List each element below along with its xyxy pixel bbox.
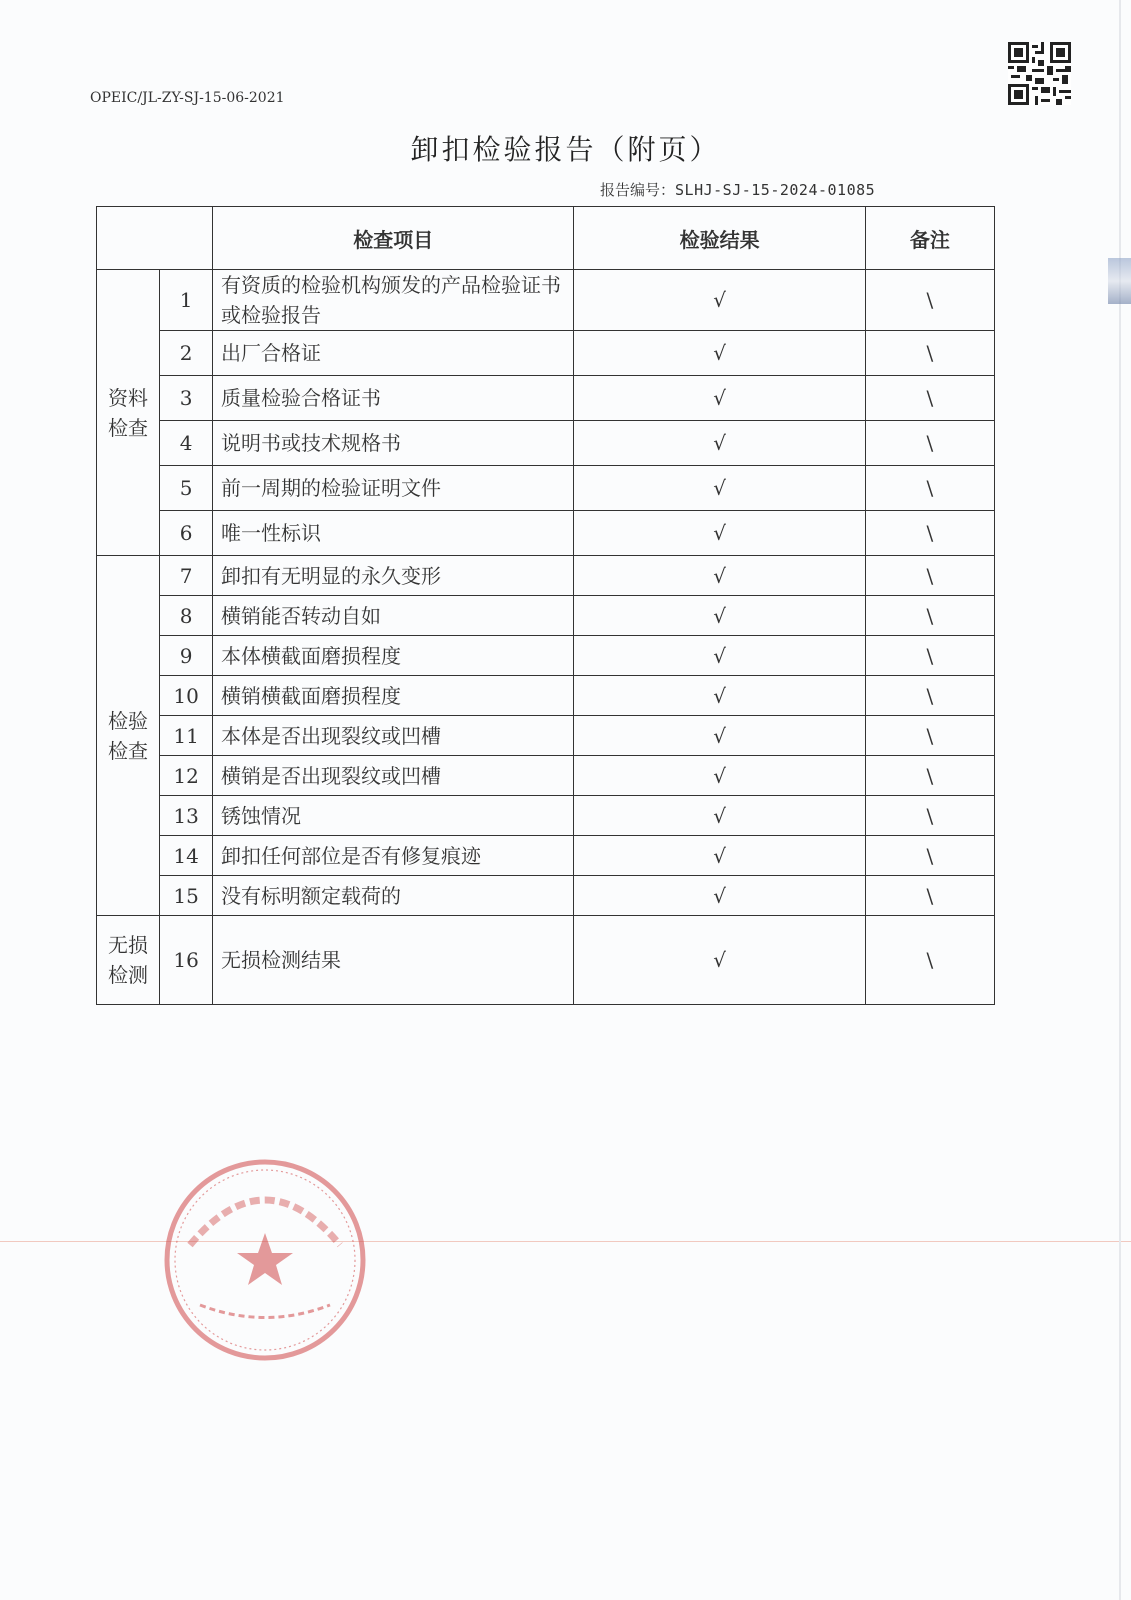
row-item: 质量检验合格证书	[213, 376, 574, 421]
row-result: √	[574, 756, 865, 796]
row-number: 6	[160, 511, 213, 556]
table-row	[97, 876, 995, 916]
row-number: 13	[160, 796, 213, 836]
table-row	[97, 421, 995, 466]
table-row	[97, 716, 995, 756]
table-row	[97, 796, 995, 836]
table-row	[97, 916, 995, 1005]
row-result: √	[574, 676, 865, 716]
row-result: √	[574, 836, 865, 876]
row-result: √	[574, 796, 865, 836]
inspection-table	[96, 206, 995, 1005]
report-number-label: 报告编号：	[600, 181, 676, 199]
row-number: 14	[160, 836, 213, 876]
report-number	[600, 179, 875, 200]
row-result: √	[574, 421, 865, 466]
scan-color-bleed	[1108, 258, 1131, 304]
category-label: 检查	[108, 738, 149, 763]
header-result: 检验结果	[574, 207, 865, 270]
table-row	[97, 511, 995, 556]
qr-code-icon	[1008, 42, 1071, 105]
row-remark: \	[865, 556, 994, 596]
row-number: 8	[160, 596, 213, 636]
category-label: 检测	[108, 963, 149, 987]
row-item: 卸扣任何部位是否有修复痕迹	[213, 836, 574, 876]
table-row	[97, 676, 995, 716]
table-row	[97, 596, 995, 636]
row-number: 5	[160, 466, 213, 511]
header-blank-cell	[97, 207, 213, 270]
table-row	[97, 376, 995, 421]
scan-edge-line	[1119, 0, 1121, 1600]
row-remark: \	[865, 756, 994, 796]
table-row	[97, 756, 995, 796]
row-item: 横销能否转动自如	[213, 596, 574, 636]
report-number-value: SLHJ-SJ-15-2024-01085	[675, 181, 876, 199]
row-remark: \	[865, 836, 994, 876]
row-remark: \	[865, 331, 994, 376]
row-result: √	[574, 716, 865, 756]
page-title: 卸扣检验报告（附页）	[410, 133, 721, 166]
category-cell	[97, 916, 160, 1005]
row-remark: \	[865, 511, 994, 556]
row-item: 没有标明额定载荷的	[213, 876, 574, 916]
table-row	[97, 466, 995, 511]
header-item: 检查项目	[213, 207, 574, 270]
row-number: 10	[160, 676, 213, 716]
row-number: 12	[160, 756, 213, 796]
row-remark: \	[865, 916, 994, 1005]
row-result: √	[574, 270, 865, 331]
row-item: 前一周期的检验证明文件	[213, 466, 574, 511]
row-number: 9	[160, 636, 213, 676]
row-remark: \	[865, 796, 994, 836]
row-remark: \	[865, 270, 994, 331]
row-item: 唯一性标识	[213, 511, 574, 556]
row-item: 无损检测结果	[213, 916, 574, 1005]
table-row	[97, 331, 995, 376]
row-remark: \	[865, 421, 994, 466]
row-number: 2	[160, 331, 213, 376]
row-number: 1	[160, 270, 213, 331]
row-item: 有资质的检验机构颁发的产品检验证书或检验报告	[213, 270, 574, 331]
row-result: √	[574, 511, 865, 556]
row-number: 11	[160, 716, 213, 756]
category-label: 无损	[108, 933, 149, 957]
category-label: 检查	[108, 415, 149, 440]
row-item: 出厂合格证	[213, 331, 574, 376]
row-item: 卸扣有无明显的永久变形	[213, 556, 574, 596]
table-row	[97, 636, 995, 676]
row-result: √	[574, 376, 865, 421]
row-item: 本体横截面磨损程度	[213, 636, 574, 676]
row-number: 3	[160, 376, 213, 421]
category-cell	[97, 270, 160, 556]
table-row	[97, 270, 995, 331]
row-remark: \	[865, 376, 994, 421]
row-number: 4	[160, 421, 213, 466]
row-result: √	[574, 876, 865, 916]
row-item: 说明书或技术规格书	[213, 421, 574, 466]
table-row	[97, 556, 995, 596]
category-label: 检验	[108, 708, 149, 733]
document-code: OPEIC/JL-ZY-SJ-15-06-2021	[90, 90, 285, 106]
row-result: √	[574, 596, 865, 636]
row-number: 16	[160, 916, 213, 1005]
row-number: 15	[160, 876, 213, 916]
row-item: 横销横截面磨损程度	[213, 676, 574, 716]
category-cell	[97, 556, 160, 916]
row-result: √	[574, 916, 865, 1005]
official-seal-icon	[160, 1155, 370, 1365]
row-number: 7	[160, 556, 213, 596]
row-remark: \	[865, 636, 994, 676]
row-result: √	[574, 556, 865, 596]
row-result: √	[574, 331, 865, 376]
row-remark: \	[865, 876, 994, 916]
row-result: √	[574, 466, 865, 511]
row-item: 锈蚀情况	[213, 796, 574, 836]
row-remark: \	[865, 466, 994, 511]
row-item: 横销是否出现裂纹或凹槽	[213, 756, 574, 796]
table-header-row	[97, 207, 995, 270]
row-item: 本体是否出现裂纹或凹槽	[213, 716, 574, 756]
category-label: 资料	[108, 385, 149, 410]
row-remark: \	[865, 716, 994, 756]
row-remark: \	[865, 676, 994, 716]
table-row	[97, 836, 995, 876]
row-remark: \	[865, 596, 994, 636]
header-remark: 备注	[865, 207, 994, 270]
row-result: √	[574, 636, 865, 676]
